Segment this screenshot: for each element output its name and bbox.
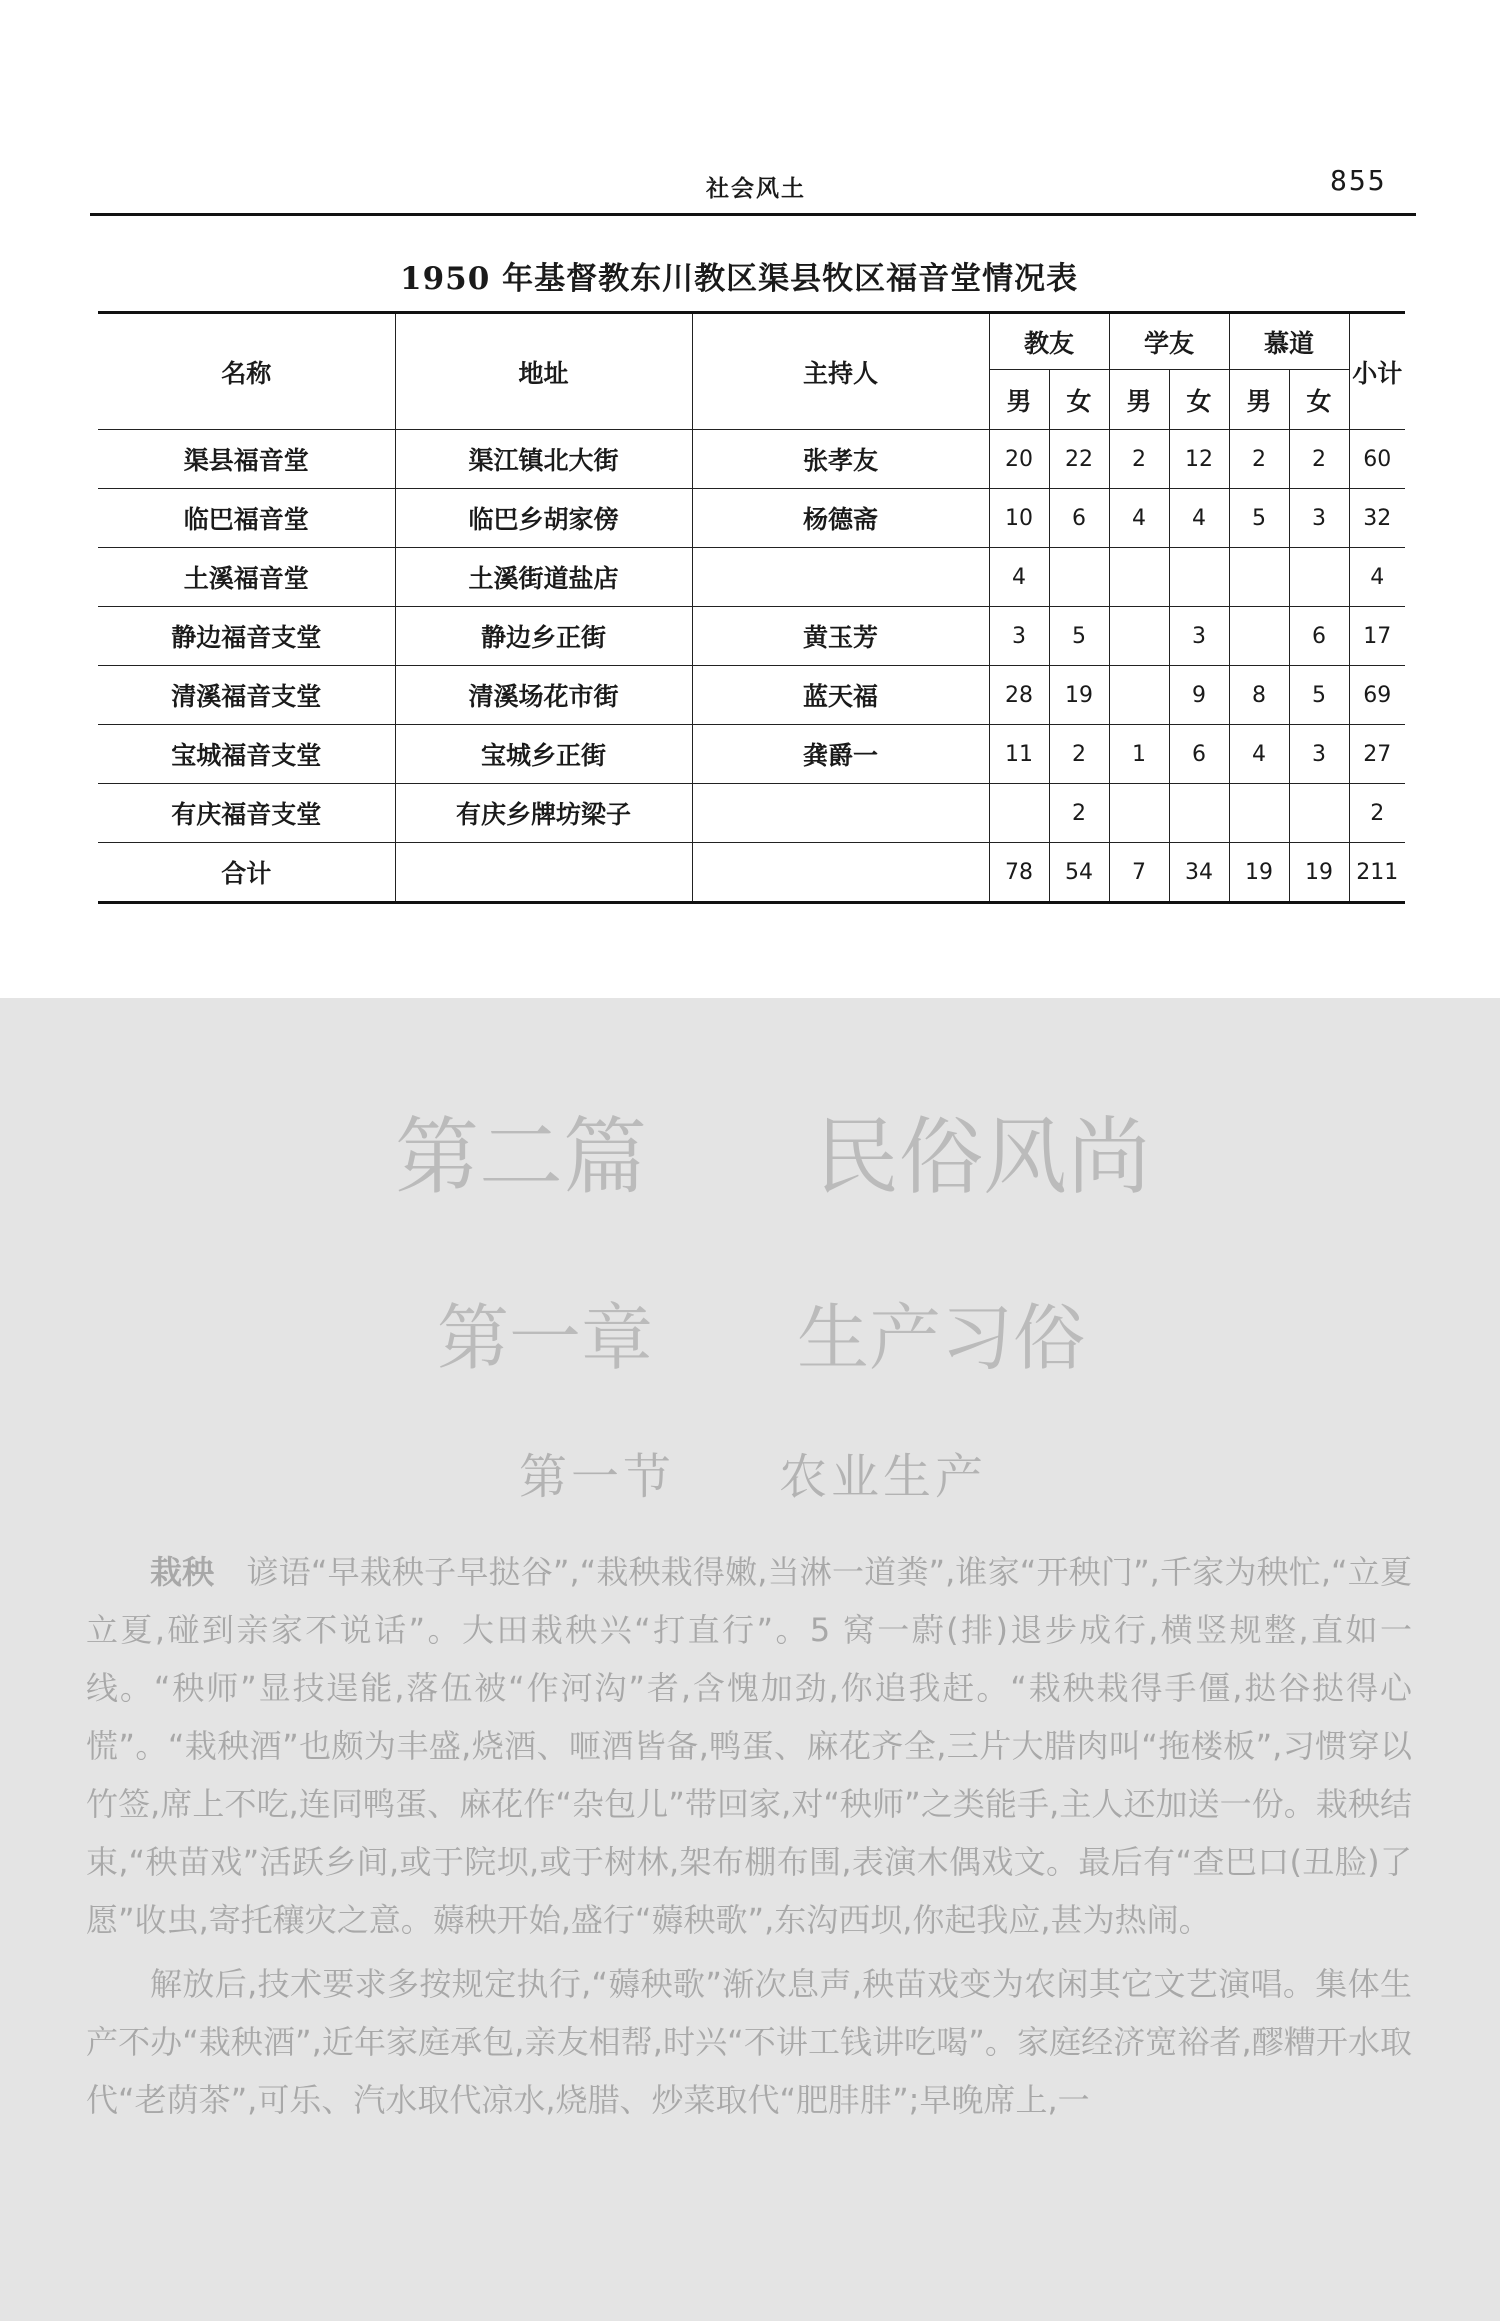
cell-name: 渠县福音堂: [98, 430, 395, 489]
col-male-header: 男: [989, 370, 1049, 430]
cell-name: 有庆福音支堂: [98, 784, 395, 843]
cell-subtotal: 2: [1349, 784, 1405, 843]
col-host-header: 主持人: [692, 313, 989, 430]
cell-host: 张孝友: [692, 430, 989, 489]
cell-value: [1169, 548, 1229, 607]
cell-subtotal: 69: [1349, 666, 1405, 725]
cell-value: 2: [1109, 430, 1169, 489]
cell-value: 10: [989, 489, 1049, 548]
body-text: [86, 1543, 1412, 2135]
cell-host: 龚爵一: [692, 725, 989, 784]
col-address-header: 地址: [395, 313, 692, 430]
col-group1-header: 教友: [989, 313, 1109, 370]
col-group2-header: 学友: [1109, 313, 1229, 370]
cell-host: 杨德斋: [692, 489, 989, 548]
cell-value: 8: [1229, 666, 1289, 725]
table-row: [98, 666, 1405, 725]
cell-subtotal: 4: [1349, 548, 1405, 607]
cell-address: 静边乡正街: [395, 607, 692, 666]
cell-value: [1289, 548, 1349, 607]
table-row: [98, 607, 1405, 666]
cell-value: 28: [989, 666, 1049, 725]
cell-value: 5: [1049, 607, 1109, 666]
cell-host: [692, 843, 989, 903]
cell-total-value: 7: [1109, 843, 1169, 903]
cell-value: 20: [989, 430, 1049, 489]
col-subtotal-header: 小计: [1349, 313, 1405, 430]
col-male-header: 男: [1109, 370, 1169, 430]
cell-address: 临巴乡胡家傍: [395, 489, 692, 548]
table-row: [98, 489, 1405, 548]
cell-total-label: 合计: [98, 843, 395, 903]
paragraph-lead: 栽秧: [150, 1553, 215, 1591]
cell-value: 6: [1169, 725, 1229, 784]
cell-subtotal: 60: [1349, 430, 1405, 489]
cell-value: [1049, 548, 1109, 607]
cell-value: 3: [1289, 725, 1349, 784]
cell-value: [1169, 784, 1229, 843]
cell-subtotal: 17: [1349, 607, 1405, 666]
cell-host: [692, 548, 989, 607]
cell-name: 土溪福音堂: [98, 548, 395, 607]
cell-name: 宝城福音支堂: [98, 725, 395, 784]
col-male-header: 男: [1229, 370, 1289, 430]
cell-value: [1229, 784, 1289, 843]
cell-name: 临巴福音堂: [98, 489, 395, 548]
col-female-header: 女: [1169, 370, 1229, 430]
church-table: [98, 311, 1405, 904]
table-row: [98, 725, 1405, 784]
cell-address: 土溪街道盐店: [395, 548, 692, 607]
cell-value: 2: [1049, 784, 1109, 843]
cell-value: [1229, 607, 1289, 666]
col-female-header: 女: [1049, 370, 1109, 430]
cell-subtotal: 27: [1349, 725, 1405, 784]
cell-value: [989, 784, 1049, 843]
cell-value: 3: [989, 607, 1049, 666]
cell-value: 4: [1229, 725, 1289, 784]
cell-address: [395, 843, 692, 903]
col-female-header: 女: [1289, 370, 1349, 430]
page-number: 855: [1330, 164, 1387, 197]
section-title: 第一节 农业生产: [519, 1449, 988, 1505]
chapter-title: 第一章 生产习俗: [437, 1296, 1086, 1380]
table-row: [98, 548, 1405, 607]
col-group3-header: 慕道: [1229, 313, 1349, 370]
cell-address: 宝城乡正街: [395, 725, 692, 784]
cell-value: 5: [1289, 666, 1349, 725]
cell-host: 蓝天福: [692, 666, 989, 725]
cell-value: 3: [1289, 489, 1349, 548]
table-row: [98, 784, 1405, 843]
cell-value: [1229, 548, 1289, 607]
cell-value: [1109, 784, 1169, 843]
cell-value: 2: [1049, 725, 1109, 784]
cell-subtotal: 32: [1349, 489, 1405, 548]
cell-value: 9: [1169, 666, 1229, 725]
cell-total-value: 19: [1229, 843, 1289, 903]
cell-total-value: 34: [1169, 843, 1229, 903]
cell-value: 4: [1169, 489, 1229, 548]
cell-value: 11: [989, 725, 1049, 784]
table-header-row: [98, 313, 1405, 370]
table-total-row: [98, 843, 1405, 903]
cell-host: 黄玉芳: [692, 607, 989, 666]
table-title: 1950 年基督教东川教区渠县牧区福音堂情况表: [400, 261, 1079, 297]
cell-value: [1109, 607, 1169, 666]
table-row: [98, 430, 1405, 489]
cell-value: 6: [1049, 489, 1109, 548]
cell-address: 有庆乡牌坊梁子: [395, 784, 692, 843]
cell-address: 渠江镇北大街: [395, 430, 692, 489]
cell-address: 清溪场花市街: [395, 666, 692, 725]
paragraph: 解放后,技术要求多按规定执行,“薅秧歌”渐次息声,秧苗戏变为农闲其它文艺演唱。集体生产不办“栽秧酒”,近年家庭承包,亲友相帮,时兴“不讲工钱讲吃喝”。家庭经济宽裕者,醪糟开水取代“老荫茶”,可乐、汽水取代凉水,烧腊、炒菜取代“肥肨肨”;早晚席上,一: [86, 1965, 1412, 2119]
cell-host: [692, 784, 989, 843]
cell-value: 1: [1109, 725, 1169, 784]
cell-value: [1109, 666, 1169, 725]
cell-value: 5: [1229, 489, 1289, 548]
cell-value: 3: [1169, 607, 1229, 666]
scanned-page-top: [0, 0, 1500, 998]
paragraph-text: 谚语“早栽秧子早挞谷”,“栽秧栽得嫩,当淋一道粪”,谁家“开秧门”,千家为秧忙,“立夏立夏,碰到亲家不说话”。大田栽秧兴“打直行”。5 窝一蔚(排)退步成行,横竖规整,直如一线。“秧师”显技逞能,落伍被“作河沟”者,含愧加劲,你追我赶。“栽秧栽得手僵,挞谷挞得心慌”。“栽秧酒”也颇为丰盛,烧酒、咂酒皆备,鸭蛋、麻花齐全,三片大腊肉叫“拖楼板”,习惯穿以竹签,席上不吃,连同鸭蛋、麻花作“杂包儿”带回家,对“秧师”之类能手,主人还加送一份。栽秧结束,“秧苗戏”活跃乡间,或于院坝,或于树林,架布棚布围,表演木偶戏文。最后有“查巴口(丑脸)了愿”收虫,寄托穰灾之意。薅秧开始,盛行“薅秧歌”,东沟西坝,你起我应,甚为热闹。: [86, 1553, 1412, 1939]
cell-value: 19: [1049, 666, 1109, 725]
cell-value: 2: [1229, 430, 1289, 489]
cell-name: 清溪福音支堂: [98, 666, 395, 725]
cell-name: 静边福音支堂: [98, 607, 395, 666]
cell-value: [1289, 784, 1349, 843]
paragraph: [86, 1543, 1412, 1949]
cell-value: 4: [1109, 489, 1169, 548]
cell-grand-total: 211: [1349, 843, 1405, 903]
cell-total-value: 19: [1289, 843, 1349, 903]
cell-total-value: 78: [989, 843, 1049, 903]
header-rule: [90, 213, 1416, 216]
col-name-header: 名称: [98, 313, 395, 430]
cell-value: 4: [989, 548, 1049, 607]
cell-value: 6: [1289, 607, 1349, 666]
running-header-title: 社会风土: [706, 175, 806, 202]
part-title: 第二篇 民俗风尚: [395, 1108, 1152, 1206]
cell-value: 2: [1289, 430, 1349, 489]
cell-total-value: 54: [1049, 843, 1109, 903]
cell-value: 22: [1049, 430, 1109, 489]
cell-value: [1109, 548, 1169, 607]
cell-value: 12: [1169, 430, 1229, 489]
